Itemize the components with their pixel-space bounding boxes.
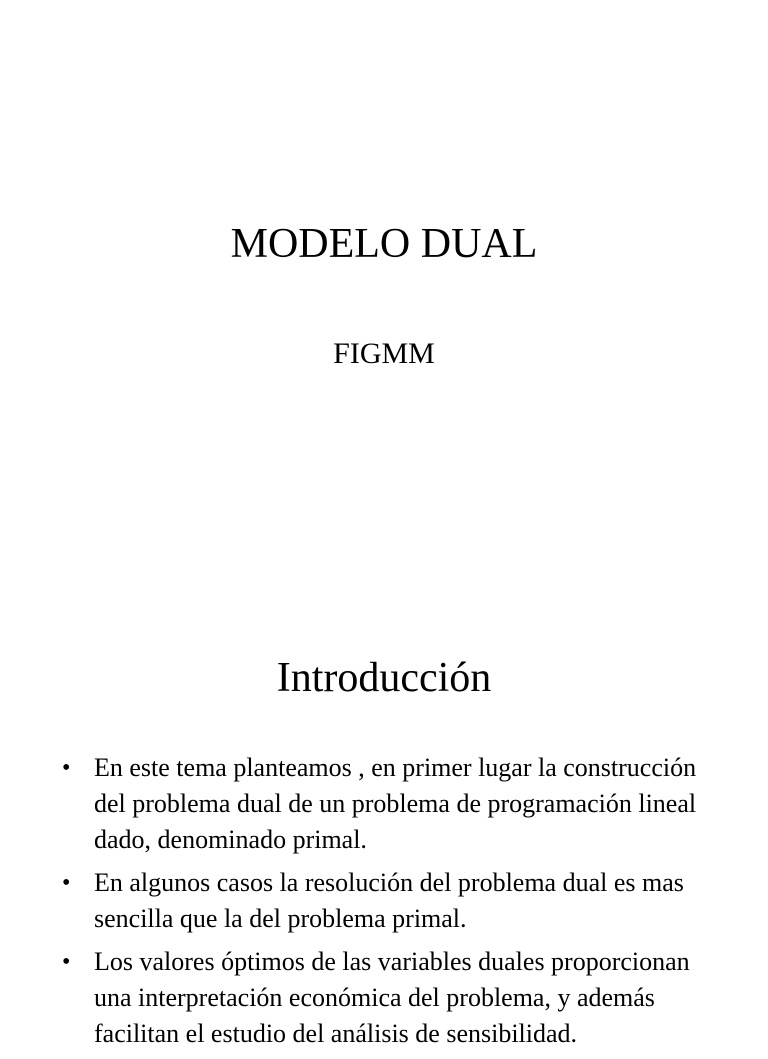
list-item [62,750,712,858]
slide-title: MODELO DUAL [230,221,538,267]
bullet-icon: • [62,949,71,975]
list-item [62,865,712,937]
bullet-icon: • [62,870,71,896]
bullet-text: En algunos casos la resolución del problema dual es mas sencilla que la del problema primal. [94,868,684,933]
bullet-list [62,750,712,1059]
bullet-icon: • [62,755,71,781]
bullet-text: Los valores óptimos de las variables duales proporcionan una interpretación económica del problema, y además facilitan el estudio del análisis de sensibilidad. [94,947,690,1048]
slide-subtitle: FIGMM [333,337,435,370]
list-item [62,944,712,1052]
section-heading: Introducción [276,655,492,701]
bullet-text: En este tema planteamos , en primer lugar la construcción del problema dual de un problema de programación lineal dado, denominado primal. [94,753,697,854]
